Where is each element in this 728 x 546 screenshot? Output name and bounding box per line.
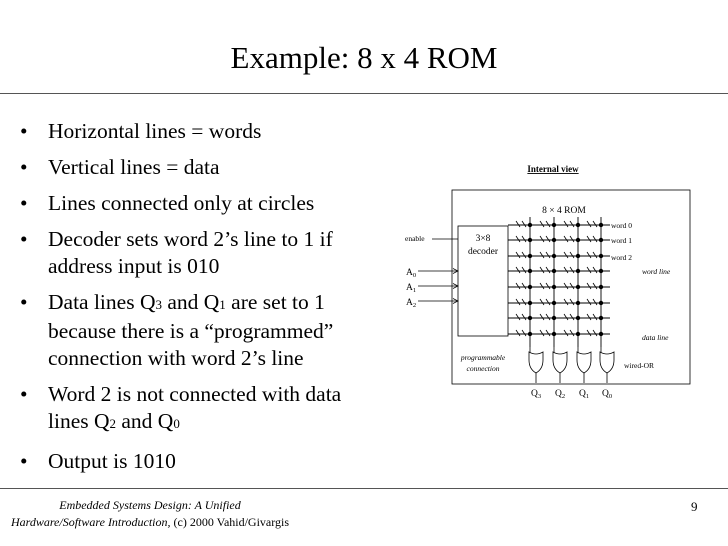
connection-mark <box>522 221 526 227</box>
wired-or-gate <box>553 352 567 373</box>
connection-mark <box>516 221 520 227</box>
footer-citation <box>0 497 300 531</box>
connection-mark <box>516 267 520 273</box>
connection-dot <box>552 316 556 320</box>
connection-mark <box>522 314 526 320</box>
bullet-text: connection with word 2’s line <box>48 346 304 370</box>
connection-dot <box>599 254 603 258</box>
bullet-text: lines Q <box>48 409 110 433</box>
connection-mark <box>564 221 568 227</box>
connection-mark <box>540 330 544 336</box>
connection-dot <box>552 254 556 258</box>
bullet-text: Vertical lines = data <box>48 155 220 179</box>
connection-dot <box>576 238 580 242</box>
bullet-text: Data lines Q <box>48 290 156 314</box>
page-number: 9 <box>691 499 698 514</box>
bullet-text: and Q <box>116 409 174 433</box>
connection-mark <box>516 330 520 336</box>
connection-mark <box>516 252 520 258</box>
diagram-heading: Internal view <box>527 164 579 174</box>
connection-dot <box>528 332 532 336</box>
bullet-item: • Word 2 is not connected with data lines Q2 and Q0 <box>20 382 342 433</box>
connection-mark <box>522 283 526 289</box>
connection-mark <box>587 330 591 336</box>
connection-mark <box>564 330 568 336</box>
bullet-text: and Q <box>161 290 220 314</box>
connection-dot <box>576 285 580 289</box>
connection-mark <box>564 299 568 305</box>
connection-mark <box>570 221 574 227</box>
connection-mark <box>570 236 574 242</box>
output-label: $Q_1$ <box>579 389 590 400</box>
bullet-text: Decoder sets word 2’s line to 1 if <box>48 227 333 251</box>
connection-dot <box>599 301 603 305</box>
connection-mark <box>587 221 591 227</box>
bullet-item: • Data lines Q3 and Q1 are set to 1 because there is a “programmed” connection with word 2’s line <box>20 290 334 370</box>
connection-mark <box>546 221 550 227</box>
connection-mark <box>587 267 591 273</box>
connection-mark <box>570 252 574 258</box>
connection-mark <box>546 267 550 273</box>
connection-dot <box>599 285 603 289</box>
connection-dot <box>576 332 580 336</box>
connection-mark <box>522 236 526 242</box>
connection-mark <box>570 330 574 336</box>
connection-mark <box>570 267 574 273</box>
bullet-subscript: 2 <box>109 416 117 431</box>
connection-mark <box>522 330 526 336</box>
connection-dot <box>552 285 556 289</box>
connection-mark <box>593 221 597 227</box>
connection-dot <box>576 254 580 258</box>
connection-dot <box>599 238 603 242</box>
bullet-text: Word 2 is not connected with data <box>48 382 342 406</box>
footer-divider <box>0 488 728 489</box>
connection-mark <box>564 252 568 258</box>
connection-dot <box>528 269 532 273</box>
connection-mark <box>593 330 597 336</box>
wired-or-label: wired-OR <box>624 361 654 370</box>
bullet-text: Horizontal lines = words <box>48 119 262 143</box>
connection-mark <box>540 283 544 289</box>
connection-dot <box>528 254 532 258</box>
connection-dot <box>576 316 580 320</box>
word-label: word 0 <box>611 221 633 230</box>
connection-dot <box>599 269 603 273</box>
word-line-label: word line <box>642 267 671 276</box>
connection-dot <box>599 223 603 227</box>
address-label: $A_2$ <box>406 298 417 309</box>
connection-mark <box>540 221 544 227</box>
connection-mark <box>587 236 591 242</box>
rom-internal-diagram <box>400 155 700 405</box>
output-label: $Q_0$ <box>602 389 613 400</box>
bullet-text: are set to 1 <box>225 290 325 314</box>
address-label: $A_1$ <box>406 283 417 294</box>
connection-mark <box>546 299 550 305</box>
connection-mark <box>564 236 568 242</box>
bullet-item: • Decoder sets word 2’s line to 1 if address input is 010 <box>20 227 333 278</box>
connection-dot <box>528 223 532 227</box>
connection-mark <box>546 314 550 320</box>
footer-line: Hardware/Software Introduction, <box>10 515 171 529</box>
connection-mark <box>540 236 544 242</box>
connection-mark <box>593 252 597 258</box>
connection-mark <box>516 236 520 242</box>
footer-line: (c) 2000 Vahid/Givargis <box>170 515 290 529</box>
connection-mark <box>570 314 574 320</box>
connection-mark <box>587 314 591 320</box>
rom-label: 8 × 4 ROM <box>542 206 586 216</box>
connection-dot <box>528 316 532 320</box>
output-label: $Q_3$ <box>531 389 542 400</box>
connection-mark <box>587 299 591 305</box>
connection-dot <box>552 269 556 273</box>
connection-mark <box>546 330 550 336</box>
connection-mark <box>587 283 591 289</box>
word-label: word 2 <box>611 253 633 262</box>
connection-mark <box>540 252 544 258</box>
connection-mark <box>540 299 544 305</box>
bullet-item: • Lines connected only at circles <box>20 191 315 215</box>
connection-dot <box>528 285 532 289</box>
connection-mark <box>564 283 568 289</box>
connection-mark <box>546 283 550 289</box>
rom-grid <box>508 217 610 347</box>
programmable-label: programmable <box>460 353 506 362</box>
connection-mark <box>516 314 520 320</box>
connection-mark <box>570 283 574 289</box>
wired-or-gate <box>529 352 543 373</box>
connection-dot <box>599 316 603 320</box>
connection-dot <box>576 223 580 227</box>
footer-line: Embedded Systems Design: A Unified <box>59 498 241 512</box>
connection-mark <box>546 252 550 258</box>
wired-or-gate <box>600 352 614 373</box>
bullet-text: because there is a “programmed” <box>48 319 334 343</box>
connection-mark <box>540 314 544 320</box>
connection-mark <box>593 283 597 289</box>
bullet-item: • Horizontal lines = words <box>20 119 262 143</box>
address-label: $A_0$ <box>406 268 417 279</box>
bullet-item: • Vertical lines = data <box>20 155 220 179</box>
output-label: $Q_2$ <box>555 389 566 400</box>
address-inputs <box>406 268 458 309</box>
bullet-subscript: 1 <box>219 297 226 312</box>
bullet-subscript: 0 <box>173 416 180 431</box>
connection-mark <box>516 299 520 305</box>
connection-dot <box>576 301 580 305</box>
bullet-item: • Output is 1010 <box>20 449 176 473</box>
connection-mark <box>540 267 544 273</box>
connection-mark <box>516 283 520 289</box>
connection-dot <box>552 238 556 242</box>
connection-mark <box>593 299 597 305</box>
connection-dot <box>528 301 532 305</box>
connection-dot <box>552 223 556 227</box>
connection-dot <box>576 269 580 273</box>
connection-mark <box>522 267 526 273</box>
connection-dot <box>552 332 556 336</box>
enable-label: enable <box>405 234 425 243</box>
connection-dot <box>552 301 556 305</box>
connection-mark <box>522 299 526 305</box>
title-divider <box>0 93 728 94</box>
bullet-list <box>20 118 341 484</box>
data-line-label: data line <box>642 333 669 342</box>
connection-mark <box>593 267 597 273</box>
bullet-text: address input is 010 <box>48 254 220 278</box>
bullet-text: Lines connected only at circles <box>48 191 315 215</box>
connection-mark <box>587 252 591 258</box>
wired-or-gates <box>529 347 614 383</box>
connection-mark <box>564 267 568 273</box>
slide-title: Example: 8 x 4 ROM <box>230 40 498 75</box>
output-labels <box>531 389 612 400</box>
bullet-subscript: 3 <box>155 297 162 312</box>
word-label: word 1 <box>611 236 633 245</box>
connection-mark <box>546 236 550 242</box>
decoder-label: 3×8 <box>475 234 491 244</box>
connection-mark <box>593 314 597 320</box>
decoder-label: decoder <box>467 247 499 257</box>
wired-or-gate <box>577 352 591 373</box>
connection-dot <box>528 238 532 242</box>
connection-mark <box>570 299 574 305</box>
connection-mark <box>593 236 597 242</box>
connection-dot <box>599 332 603 336</box>
bullet-text: Output is 1010 <box>48 449 176 473</box>
programmable-label: connection <box>466 364 500 373</box>
connection-mark <box>564 314 568 320</box>
connection-mark <box>522 252 526 258</box>
